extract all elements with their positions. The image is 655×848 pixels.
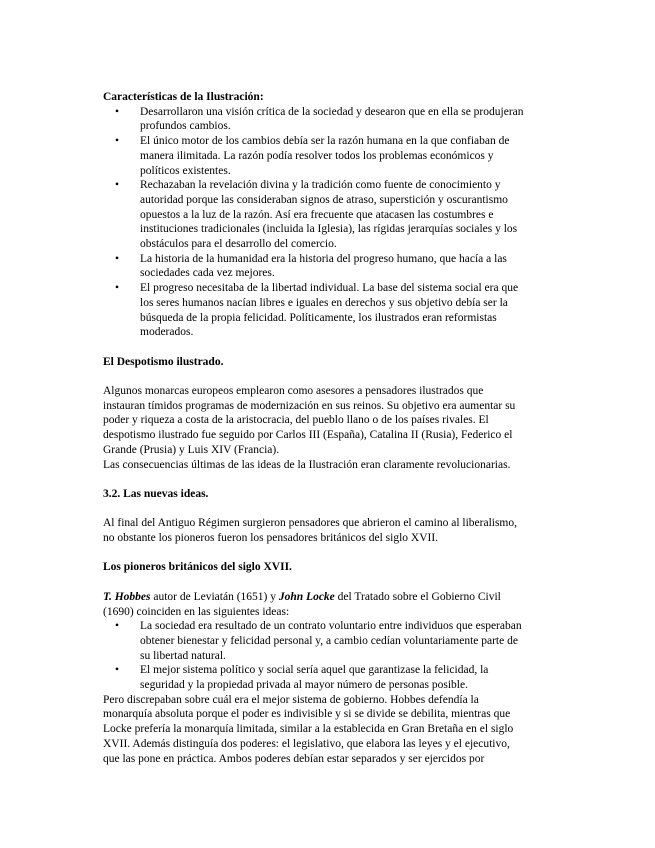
consecuencias-paragraph: Las consecuencias últimas de las ideas de la Ilustración eran claramente revolucionarias. <box>103 458 511 471</box>
list-item: • El progreso necesitaba de la libertad individual. La base del sistema social era que los seres humanos nacían libres e iguales en derechos y sus objetivo debía ser la búsqueda de la propia felicidad. Políticamente, los ilustrados eran reformistas moderados. <box>103 281 528 340</box>
intro-text-1: autor de Leviatán (1651) y <box>150 590 279 603</box>
heading-despotismo: El Despotismo ilustrado. <box>103 355 224 368</box>
list-item: • Desarrollaron una visión crítica de la sociedad y desearon que en ella se produjeran profundos cambios. <box>103 105 528 134</box>
author-hobbes: T. Hobbes <box>103 590 151 603</box>
pioneros-intro <box>103 590 528 619</box>
heading-nuevas-ideas: 3.2. Las nuevas ideas. <box>103 487 209 500</box>
despotismo-paragraph: Algunos monarcas europeos emplearon como asesores a pensadores ilustrados que instauran tímidos programas de modernización en sus reinos. Su objetivo era aumentar su poder y riqueza a costa de la aristocracia, del pueblo llano o de los países rivales. El despotismo ilustrado fue seguido por Carlos III (España), Catalina II (Rusia), Federico el Grande (Prusia) y Luis XIV (Francia). <box>103 385 516 456</box>
heading-pioneros: Los pioneros británicos del siglo XVII. <box>103 561 292 574</box>
document-page <box>103 90 528 766</box>
list-item: • Rechazaban la revelación divina y la tradición como fuente de conocimiento y autoridad porque las consideraban signos de atraso, superstición y oscurantismo opuestos a la luz de la razón. Así era frecuente que atacasen las costumbres e instituciones tradicionales (incluida la Iglesia), las rígidas jerarquías sociales y los obstáculos para el desarrollo del comercio. <box>103 178 528 252</box>
intro-text-2: del Tratado sobre el Gobierno Civil (1690) coinciden en las siguientes ideas: <box>103 590 501 618</box>
caracteristicas-list <box>103 105 528 340</box>
pioneros-list <box>103 619 528 693</box>
list-item: • El único motor de los cambios debía ser la razón humana en la que confiaban de manera ilimitada. La razón podía resolver todos los problemas económicos y políticos existentes. <box>103 134 528 178</box>
pioneros-closing: Pero discrepaban sobre cuál era el mejor sistema de gobierno. Hobbes defendía la monarquía absoluta porque el poder es indivisible y si se divide se debilita, mientras que Locke prefería la monarquía limitada, similar a la establecida en Gran Bretaña en el siglo XVII. Además distinguía dos poderes: el legislativo, que elabora las leyes y el ejecutivo, que las pone en práctica. Ambos poderes debían estar separados y ser ejercidos por <box>103 693 514 765</box>
list-item: • La sociedad era resultado de un contrato voluntario entre individuos que esperaban obtener bienestar y felicidad personal y, a cambio cedían voluntariamente parte de su libertad natural. <box>103 619 528 663</box>
heading-caracteristicas: Características de la Ilustración: <box>103 91 264 103</box>
list-item: • El mejor sistema político y social sería aquel que garantizase la felicidad, la seguridad y la propiedad privada al mayor número de personas posible. <box>103 663 528 692</box>
list-item: • La historia de la humanidad era la historia del progreso humano, que hacía a las sociedades cada vez mejores. <box>103 252 528 281</box>
author-locke: John Locke <box>278 590 335 603</box>
nuevas-ideas-paragraph: Al final del Antiguo Régimen surgieron pensadores que abrieron el camino al liberalismo, no obstante los pioneros fueron los pensadores británicos del siglo XVII. <box>103 517 517 545</box>
